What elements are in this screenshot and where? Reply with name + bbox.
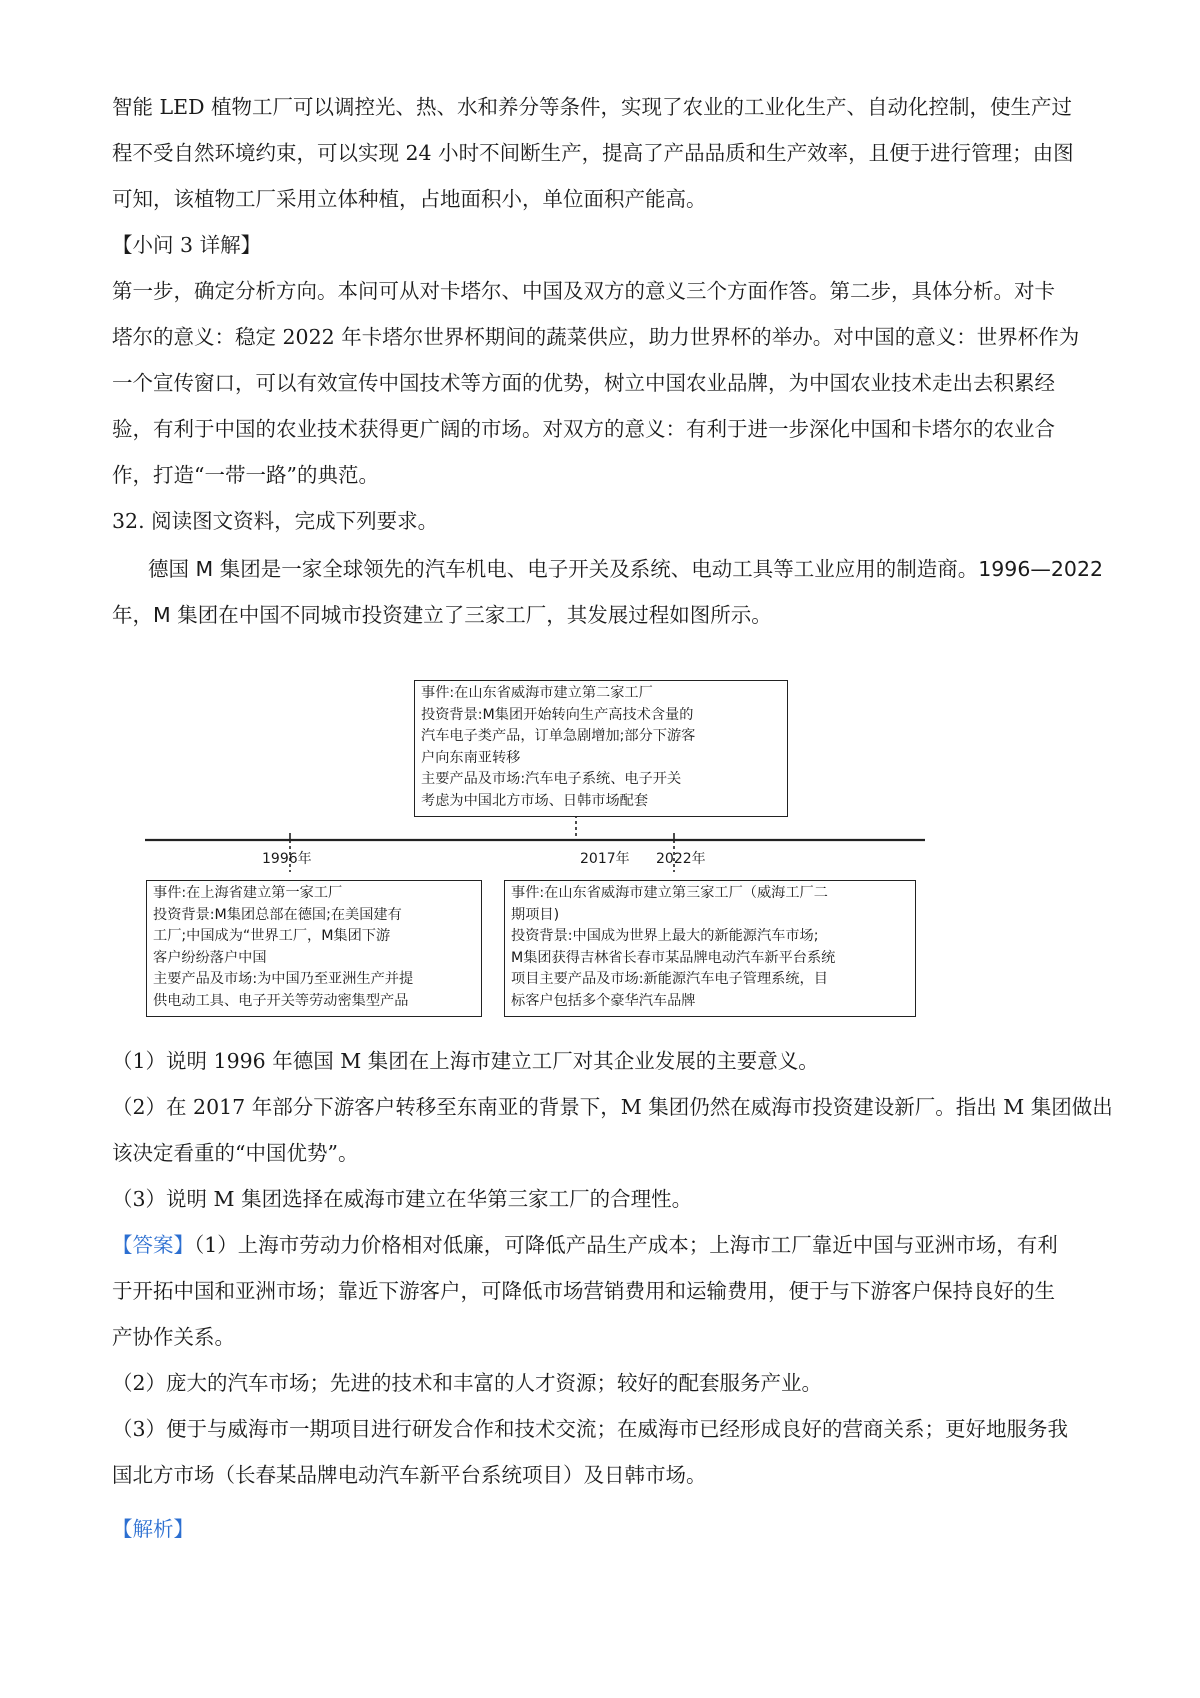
question-1: （1）说明 1996 年德国 M 集团在上海市建立工厂对其企业发展的主要意义。 — [112, 1049, 819, 1073]
box-line: 客户纷纷落户中国 — [153, 949, 267, 966]
answer-line-1 — [112, 1230, 1102, 1260]
box-line: 供电动工具、电子开关等劳动密集型产品 — [153, 992, 409, 1009]
box-line: 投资背景:M集团总部在德国;在美国建有 — [153, 906, 402, 923]
box-line: 事件:在上海省建立第一家工厂 — [153, 885, 343, 901]
box-line: 期项目) — [511, 906, 560, 923]
material-line: 年，M 集团在中国不同城市投资建立了三家工厂，其发展过程如图所示。 — [112, 603, 772, 627]
paragraph-line: 作，打造“一带一路”的典范。 — [112, 463, 379, 487]
answer-line: 国北方市场（长春某品牌电动汽车新平台系统项目）及日韩市场。 — [112, 1463, 707, 1487]
box-line: 事件:在山东省威海市建立第二家工厂 — [421, 685, 653, 701]
answer-label: 【答案】 — [112, 1233, 194, 1257]
sub3-heading: 【小问 3 详解】 — [112, 233, 262, 257]
box-line: 投资背景:M集团开始转向生产高技术含量的 — [421, 706, 694, 723]
box-line: 户向东南亚转移 — [421, 749, 521, 766]
paragraph-line: 程不受自然环境约束，可以实现 24 小时不间断生产，提高了产品品质和生产效率，且便于进行管理；由图 — [112, 141, 1074, 165]
paragraph-line: 塔尔的意义：稳定 2022 年卡塔尔世界杯期间的蔬菜供应，助力世界杯的举办。对中国的意义：世界杯作为 — [112, 325, 1080, 349]
box-line: 工厂;中国成为“世界工厂，M集团下游 — [153, 928, 391, 944]
box-line: M集团获得吉林省长春市某品牌电动汽车新平台系统 — [511, 949, 836, 966]
question-2: （2）在 2017 年部分下游客户转移至东南亚的背景下，M 集团仍然在威海市投资建设新厂。指出 M 集团做出 — [112, 1095, 1113, 1119]
paragraph-line: 第一步，确定分析方向。本问可从对卡塔尔、中国及双方的意义三个方面作答。第二步，具体分析。对卡 — [112, 279, 1055, 303]
year-label-1996: 1996年 — [262, 851, 312, 867]
year-label-2017: 2017年 — [580, 851, 630, 867]
box-line: 标客户包括多个豪华汽车品牌 — [511, 992, 696, 1009]
box-line: 投资背景:中国成为世界上最大的新能源汽车市场; — [511, 928, 819, 944]
year-label-2022: 2022年 — [656, 851, 706, 867]
question-32-title: 32. 阅读图文资料，完成下列要求。 — [112, 509, 439, 533]
analysis-label: 【解析】 — [112, 1517, 194, 1541]
paragraph-line: 智能 LED 植物工厂可以调控光、热、水和养分等条件，实现了农业的工业化生产、自动化控制，使生产过 — [112, 95, 1073, 119]
event-box-2022 — [504, 880, 916, 1017]
material-line: 德国 M 集团是一家全球领先的汽车机电、电子开关及系统、电动工具等工业应用的制造商。1996—2022 — [148, 557, 1104, 581]
answer-line: 产协作关系。 — [112, 1325, 235, 1349]
answer-line: 于开拓中国和亚洲市场；靠近下游客户，可降低市场营销费用和运输费用，便于与下游客户保持良好的生 — [112, 1279, 1055, 1303]
box-line: 主要产品及市场:为中国乃至亚洲生产并提 — [153, 971, 414, 987]
event-box-2017 — [414, 680, 788, 817]
question-2-cont: 该决定看重的“中国优势”。 — [112, 1141, 359, 1165]
paragraph-line: 验，有利于中国的农业技术获得更广阔的市场。对双方的意义：有利于进一步深化中国和卡塔尔的农业合 — [112, 417, 1055, 441]
question-3: （3）说明 M 集团选择在威海市建立在华第三家工厂的合理性。 — [112, 1187, 693, 1211]
paragraph-line: 可知，该植物工厂采用立体种植，占地面积小，单位面积产能高。 — [112, 187, 707, 211]
box-line: 主要产品及市场:汽车电子系统、电子开关 — [421, 771, 682, 787]
box-line: 汽车电子类产品，订单急剧增加;部分下游客 — [421, 728, 696, 744]
answer-text: （1）上海市劳动力价格相对低廉，可降低产品生产成本；上海市工厂靠近中国与亚洲市场，有利 — [194, 1233, 1058, 1257]
paragraph-line: 一个宣传窗口，可以有效宣传中国技术等方面的优势，树立中国农业品牌，为中国农业技术走出去积累经 — [112, 371, 1055, 395]
event-box-1996 — [146, 880, 482, 1017]
box-line: 项目主要产品及市场:新能源汽车电子管理系统，目 — [511, 971, 828, 987]
answer-line: （2）庞大的汽车市场；先进的技术和丰富的人才资源；较好的配套服务产业。 — [112, 1371, 823, 1395]
box-line: 考虑为中国北方市场、日韩市场配套 — [421, 792, 649, 809]
answer-line: （3）便于与威海市一期项目进行研发合作和技术交流；在威海市已经形成良好的营商关系；更好地服务我 — [112, 1417, 1069, 1441]
box-line: 事件:在山东省威海市建立第三家工厂（威海工厂二 — [511, 885, 828, 901]
